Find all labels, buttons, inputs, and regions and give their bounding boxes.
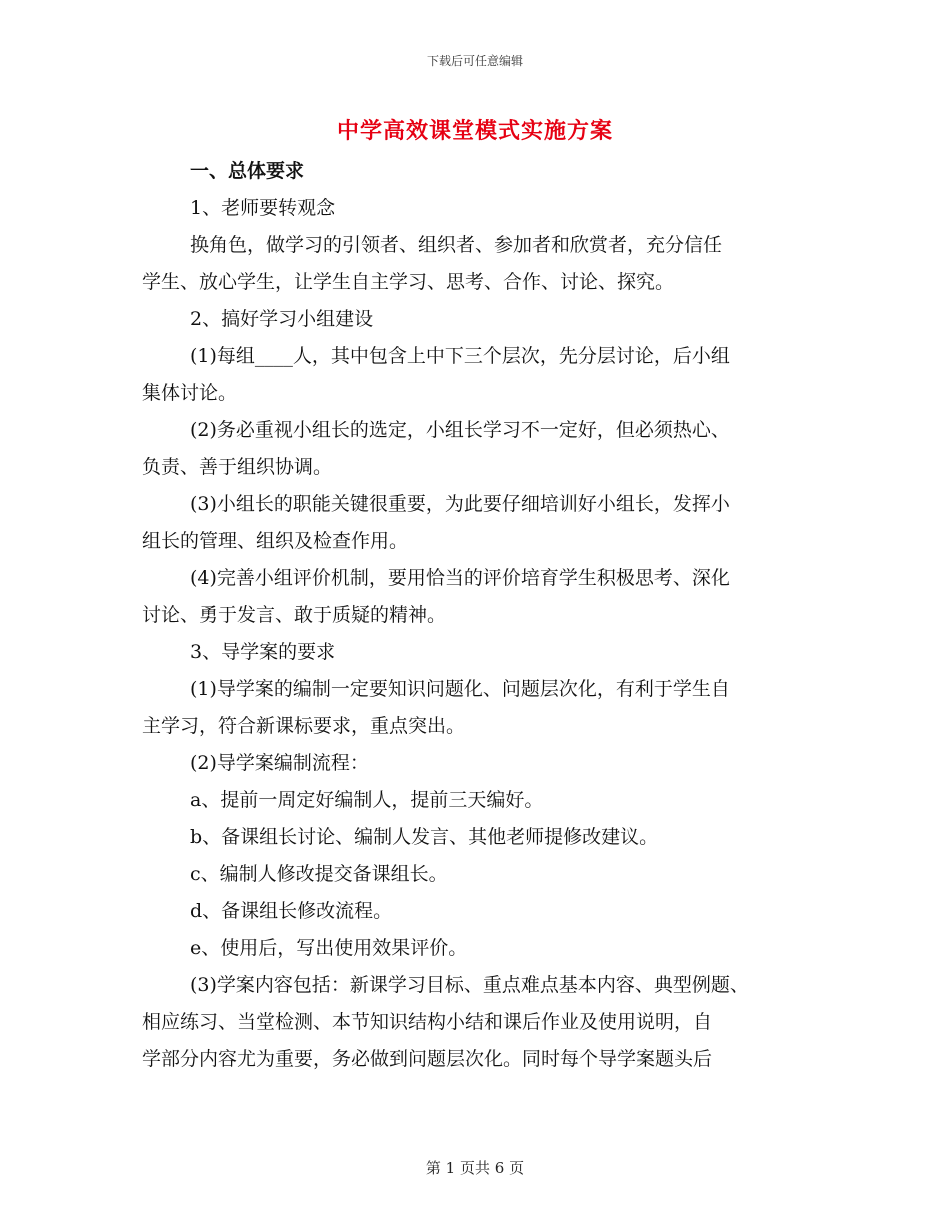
paragraph-line: 学生、放心学生，让学生自主学习、思考、合作、讨论、探究。 (142, 271, 675, 293)
paragraph-line: (2)务必重视小组长的选定，小组长学习不一定好，但必须热心、 (190, 419, 730, 441)
document-title: 中学高效课堂模式实施方案 (336, 118, 613, 144)
document-body (142, 153, 832, 1078)
subsection-heading: 3、导学案的要求 (190, 641, 336, 663)
paragraph-line: d、备课组长修改流程。 (190, 900, 393, 922)
paragraph-line: (3)小组长的职能关键很重要，为此要仔细培训好小组长，发挥小 (190, 493, 730, 515)
paragraph-line: 主学习，符合新课标要求，重点突出。 (142, 715, 466, 737)
section-heading: 一、总体要求 (190, 160, 305, 182)
paragraph-line: 讨论、勇于发言、敢于质疑的精神。 (142, 604, 447, 626)
paragraph-line: (2)导学案编制流程： (190, 752, 369, 774)
subsection-heading: 1、老师要转观念 (190, 197, 336, 219)
paragraph-line: e、使用后，写出使用效果评价。 (190, 937, 468, 959)
paragraph-line: (1)导学案的编制一定要知识问题化、问题层次化，有利于学生自 (190, 678, 730, 700)
paragraph-line: 相应练习、当堂检测、本节知识结构小结和课后作业及使用说明，自 (142, 1011, 713, 1033)
paragraph-line: c、编制人修改提交备课组长。 (190, 863, 448, 885)
paragraph-line: b、备课组长讨论、编制人发言、其他老师提修改建议。 (190, 826, 659, 848)
paragraph-line: 换角色，做学习的引领者、组织者、参加者和欣赏者，充分信任 (190, 234, 723, 256)
paragraph-line: (3)学案内容包括：新课学习目标、重点难点基本内容、典型例题、 (190, 974, 749, 996)
page-number: 第 1 页共 6 页 (425, 1159, 525, 1177)
paragraph-line: 集体讨论。 (142, 382, 238, 404)
paragraph-line: (4)完善小组评价机制，要用恰当的评价培育学生积极思考、深化 (190, 567, 730, 589)
paragraph-line: 组长的管理、组织及检查作用。 (142, 530, 409, 552)
paragraph-line: 学部分内容尤为重要，务必做到问题层次化。同时每个导学案题头后 (142, 1048, 713, 1070)
page-header-note: 下载后可任意编辑 (426, 54, 523, 68)
subsection-heading: 2、搞好学习小组建设 (190, 308, 374, 330)
paragraph-line: a、提前一周定好编制人，提前三天编好。 (190, 789, 544, 811)
paragraph-line: (1)每组____人，其中包含上中下三个层次，先分层讨论，后小组 (190, 345, 730, 367)
paragraph-line: 负责、善于组织协调。 (142, 456, 333, 478)
